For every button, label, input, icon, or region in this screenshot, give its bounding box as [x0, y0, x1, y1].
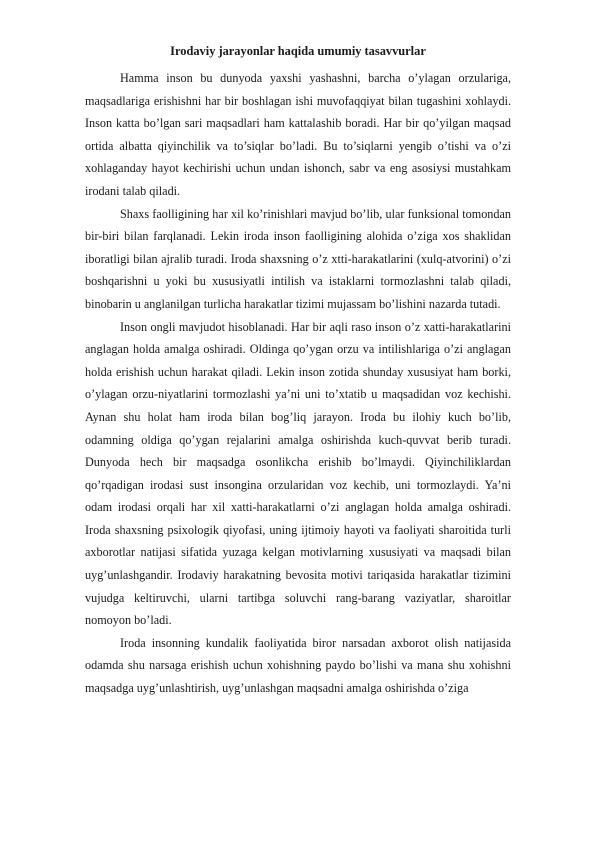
- paragraph: Shaxs faolligining har xil ko’rinishlari mavjud bo’lib, ular funksional tomondan bir-biri bilan farqlanadi. Lekin iroda inson faolligining alohida o’ziga xos shaklidan iboratligi bilan ajralib turadi. Iroda shaxsning o’z xtti-harakatlarini (xulq-atvorini) o’zi boshqarishni u yoki bu xususiyatli intilish va istaklarni tormozlashni talab qiladi, binobarin u anglanilgan turlicha harakatlar tizimi mujassam bo’lishini nazarda tutadi.: [85, 206, 511, 311]
- paragraph: Hamma inson bu dunyoda yaxshi yashashni, barcha o’ylagan orzulariga, maqsadlariga erishishni har bir boshlagan ishi muvofaqqiyat bilan tugashini xohlaydi. Inson katta bo’lgan sari maqsadlari ham kattalashib boradi. Har bir qo’yilgan maqsad ortida albatta qiyinchilik va to’siqlar bo’ladi. Bu to’siqlarni yengib o’tishi va o’zi xohlaganday hayot kechirishi uchun undan ishonch, sabr va eng asosiysi mustahkam irodani talab qiladi.: [85, 71, 511, 198]
- paragraph: Iroda insonning kundalik faoliyatida biror narsadan axborot olish natijasida odamda shu narsaga erishish uchun xohishning paydo bo’lishi va mana shu xohishni maqsadga uyg’unlashtirish, uyg’unlashgan maqsadni amalga oshirishda o’ziga: [85, 635, 511, 696]
- document-body: [85, 42, 511, 700]
- paragraph: Inson ongli mavjudot hisoblanadi. Har bir aqli raso inson o’z xatti-harakatlarini anglagan holda amalga oshiradi. Oldinga qo’ygan orzu va intilishlariga o’zi anglagan holda erishish uchun harakat qiladi. Lekin inson zotida shunday xususiyat ham borki, o’ylagan orzu-niyatlarini tormozlashi ya’ni uni to’xtatib u maqsadidan voz kechishi. Aynan shu holat ham iroda bilan bog’liq jarayon. Iroda bu ilohiy kuch bo’lib, odamning oldiga qo’ygan rejalarini amalga oshirishda kuch-quvvat berib turadi. Dunyoda hech bir maqsadga osonlikcha erishib bo’lmaydi. Qiyinchiliklardan qo’rqadigan irodasi sust insongina orzularidan voz kechib, uni tormozlaydi. Ya’ni odam irodasi orqali har xil xatti-harakatlarni o’zi anglagan holda amalga oshiradi. Iroda shaxsning psixologik qiyofasi, uning ijtimoiy hayoti va faoliyati sharoitida turli axborotlar natijasi sifatida yuzaga kelgan motivlarning xususiyati va maqsadi bilan uyg’unlashgandir. Irodaviy harakatning bevosita motivi tariqasida harakatlar tizimini vujudga keltiruvchi, ularni tartibga soluvchi rang-barang vaziyatlar, sharoitlar nomoyon bo’ladi.: [85, 319, 511, 628]
- document-title: Irodaviy jarayonlar haqida umumiy tasavvurlar: [170, 44, 426, 58]
